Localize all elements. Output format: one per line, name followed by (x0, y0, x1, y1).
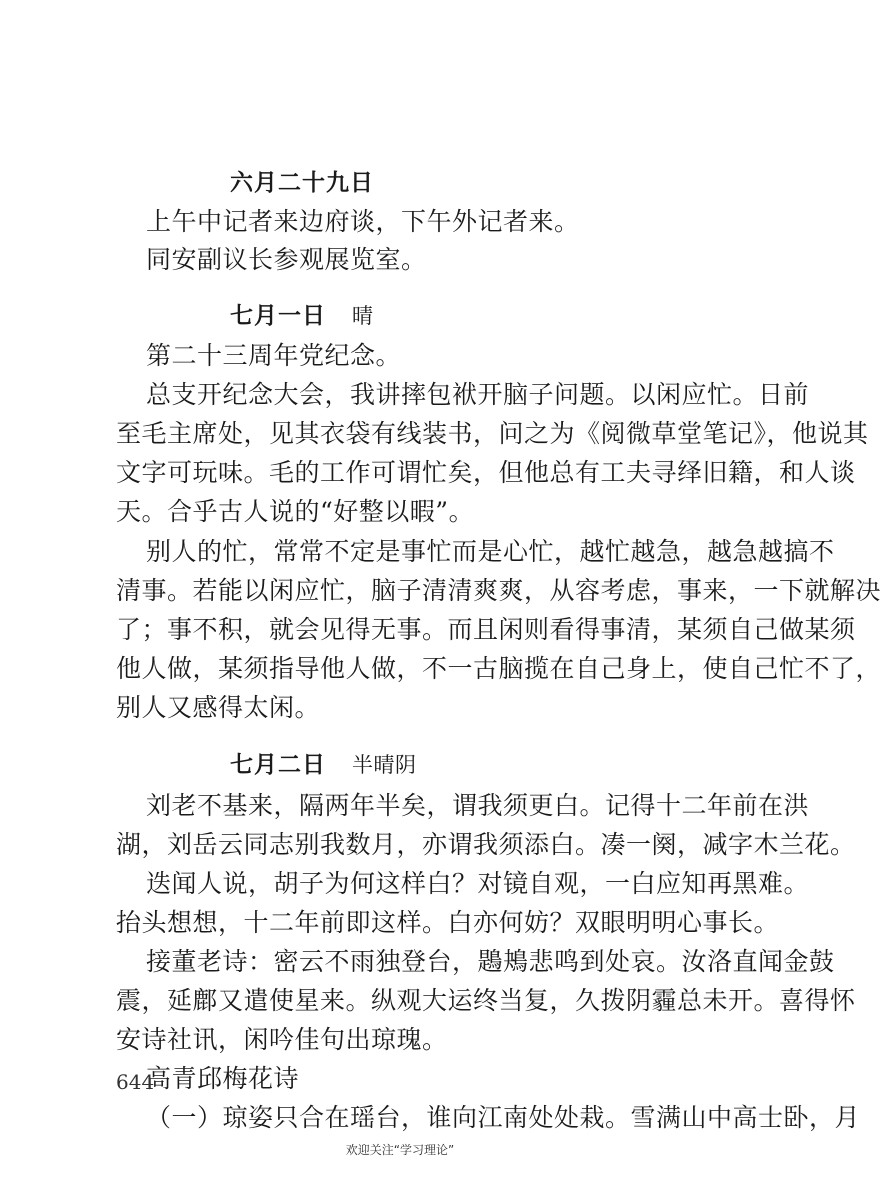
text-line: 刘老不基来，隔两年半矣，谓我须更白。记得十二年前在洪 (146, 791, 810, 820)
entry-date: 七月二日 (230, 751, 326, 778)
entry-weather: 半晴阴 (352, 753, 417, 777)
poem-title: 高青邱梅花诗 (146, 1064, 300, 1093)
text-line: 清事。若能以闲应忙，脑子清清爽爽，从容考虑，事来，一下就解决 (116, 576, 881, 605)
text-line: 他人做，某须指导他人做，不一古脑揽在自己身上，使自己忙不了， (116, 654, 881, 683)
text-line: 震，延鄜又遣使星来。纵观大运终当复，久拨阴霾总未开。喜得怀 (116, 986, 856, 1015)
poem-line: 抬头想想，十二年前即这样。白亦何妨？双眼明明心事长。 (116, 908, 780, 937)
text-line: 上午中记者来边府谈，下午外记者来。 (146, 207, 580, 236)
entry-date-heading (230, 750, 417, 780)
text-line: 湖，刘岳云同志别我数月，亦谓我须添白。凑一阕，减字木兰花。 (116, 830, 856, 859)
text-line: 了；事不积，就会见得无事。而且闲则看得事清，某须自己做某须 (116, 615, 856, 644)
text-line: 至毛主席处，见其衣袋有线装书，问之为《阅微草堂笔记》，他说其 (116, 419, 869, 448)
poem-line: （一）琼姿只合在瑶台，谁向江南处处栽。雪满山中高士卧，月 (146, 1103, 861, 1132)
text-line: 别人的忙，常常不定是事忙而是心忙，越忙越急，越急越搞不 (146, 537, 835, 566)
entry-date: 六月二十九日 (230, 169, 374, 196)
text-line: 总支开纪念大会，我讲摔包袱开脑子问题。以闲应忙。日前 (146, 380, 810, 409)
text-line: 文字可玩味。毛的工作可谓忙矣，但他总有工夫寻绎旧籍，和人谈 (116, 458, 856, 487)
entry-date: 七月一日 (230, 302, 326, 329)
page-number: 644 (116, 1070, 155, 1094)
entry-date-heading (230, 301, 374, 331)
text-line: 同安副议长参观展览室。 (146, 245, 427, 274)
footer-watermark: 欢迎关注“学习理论” (345, 1143, 455, 1157)
poem-line: 迭闻人说，胡子为何这样白？对镜自观，一白应知再黑难。 (146, 869, 810, 898)
text-line: 天。合乎古人说的“好整以暇”。 (116, 497, 475, 526)
text-line: 别人又感得太闲。 (116, 693, 321, 722)
text-line: 第二十三周年党纪念。 (146, 341, 402, 370)
entry-weather: 晴 (352, 304, 374, 328)
entry-date-heading (230, 168, 374, 198)
text-line: 接董老诗：密云不雨独登台，鶗鴂悲鸣到处哀。汝洛直闻金鼓 (146, 947, 835, 976)
text-line: 安诗社讯，闲吟佳句出琼瑰。 (116, 1025, 448, 1054)
